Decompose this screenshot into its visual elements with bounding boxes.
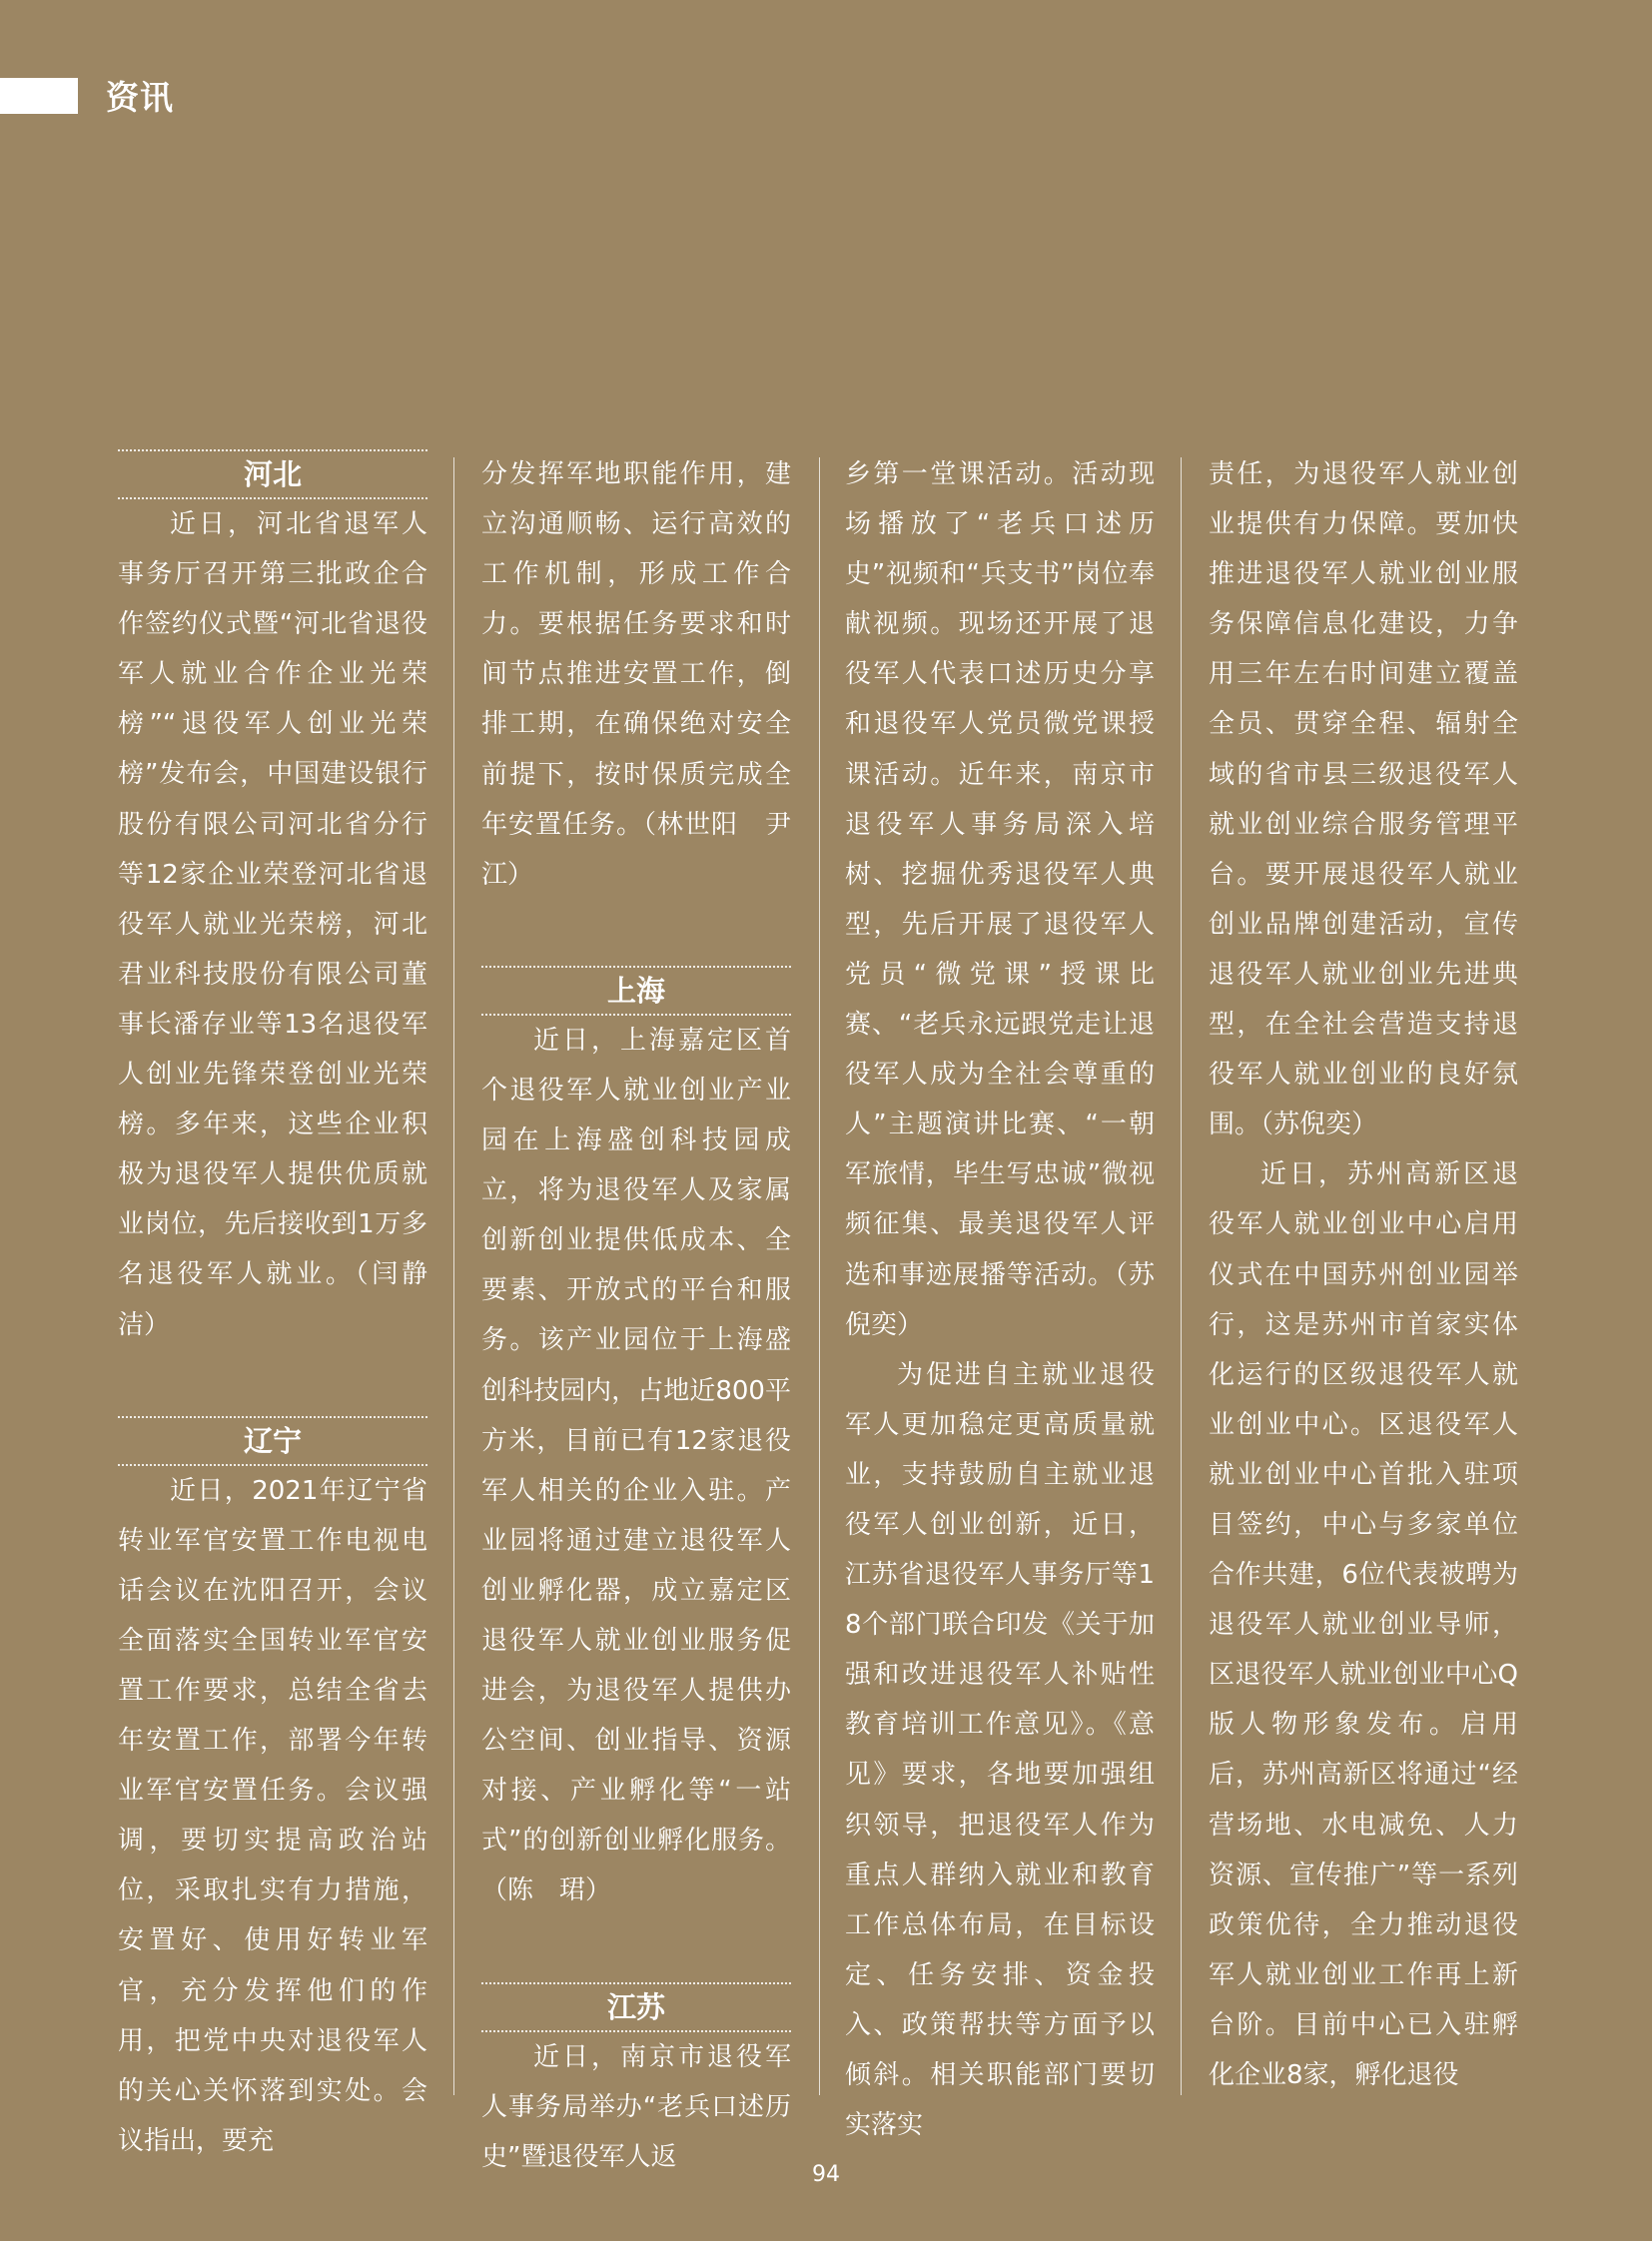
section-heading-hebei: 河北 xyxy=(118,449,427,499)
section-heading-jiangsu: 江苏 xyxy=(481,1982,791,2032)
article-column-1 xyxy=(118,449,427,2166)
column-divider xyxy=(453,457,454,2095)
section-heading-shanghai: 上海 xyxy=(481,966,791,1016)
section-label: 资讯 xyxy=(106,78,174,117)
column-divider xyxy=(1181,457,1182,2095)
article-column-2 xyxy=(481,449,818,2182)
article-column-4 xyxy=(1209,449,1518,2100)
article-paragraph-liaoning-cont: 分发挥军地职能作用，建立沟通顺畅、运行高效的工作机制，形成工作合力。要根据任务要求和时间节点推进安置工作，倒排工期，在确保绝对安全前提下，按时保质完成全年安置任务。（林世阳 尹 江） xyxy=(481,459,818,890)
section-heading-liaoning: 辽宁 xyxy=(118,1416,427,1466)
article-paragraph-jiangsu-cont-2: 责任，为退役军人就业创业提供有力保障。要加快推进退役军人就业创业服务保障信息化建设，力争用三年左右时间建立覆盖全员、贯穿全程、辐射全域的省市县三级退役军人就业创业综合服务管理平台。要开展退役军人就业创业品牌创建活动，宣传退役军人就业创业先进典型，在全社会营造支持退役军人就业创业的良好氛围。（苏倪奕） xyxy=(1209,459,1518,1140)
article-paragraph-jiangsu-3: 近日，苏州高新区退役军人就业创业中心启用仪式在中国苏州创业园举行，这是苏州市首家实体化运行的区级退役军人就业创业中心。区退役军人就业创业中心首批入驻项目签约，中心与多家单位合作共建，6位代表被聘为退役军人就业创业导师，区退役军人就业创业中心Q版人物形象发布。启用后，苏州高新区将通过“经营场地、水电减免、人力资源、宣传推广”等一系列政策优待，全力推动退役军人就业创业工作再上新台阶。目前中心已入驻孵化企业8家，孵化退役 xyxy=(1209,1159,1518,2090)
article-paragraph-liaoning: 近日，2021年辽宁省转业军官安置工作电视电话会议在沈阳召开，会议全面落实全国转业军官安置工作要求，总结全省去年安置工作，部署今年转业军官安置任务。会议强调，要切实提高政治站位，采取扎实有力措施，安置好、使用好转业军官，充分发挥他们的作用，把党中央对退役军人的关心关怀落到实处。会议指出，要充 xyxy=(118,1475,427,2156)
article-paragraph-hebei: 近日，河北省退军人事务厅召开第三批政企合作签约仪式暨“河北省退役军人就业合作企业光荣榜”“退役军人创业光荣榜”发布会，中国建设银行股份有限公司河北省分行等12家企业荣登河北省退役军人就业光荣榜，河北君业科技股份有限公司董事长潘存业等13名退役军人创业先锋荣登创业光荣榜。多年来，这些企业积极为退役军人提供优质就业岗位，先后接收到1万多名退役军人就业。（闫静洁） xyxy=(118,509,427,1340)
article-paragraph-jiangsu: 近日，南京市退役军人事务局举办“老兵口述历史”暨退役军人返 xyxy=(481,2041,791,2172)
page-number: 94 xyxy=(812,2162,840,2187)
article-column-3 xyxy=(845,449,1155,2150)
column-divider xyxy=(819,457,820,2095)
article-paragraph-jiangsu-2: 为促进自主就业退役军人更加稳定更高质量就业，支持鼓励自主就业退役军人创业创新，近日，江苏省退役军人事务厅等18个部门联合印发《关于加强和改进退役军人补贴性教育培训工作意见》。《意见》要求，各地要加强组织领导，把退役军人作为重点人群纳入就业和教育工作总体布局，在目标设定、任务安排、资金投入、政策帮扶等方面予以倾斜。相关职能部门要切实落实 xyxy=(845,1359,1155,2141)
article-paragraph-shanghai: 近日，上海嘉定区首个退役军人就业创业产业园在上海盛创科技园成立，将为退役军人及家属创新创业提供低成本、全要素、开放式的平台和服务。该产业园位于上海盛创科技园内，占地近800平方米，目前已有12家退役军人相关的企业入驻。产业园将通过建立退役军人创业孵化器，成立嘉定区退役军人就业创业服务促进会，为退役军人提供办公空间、创业指导、资源对接、产业孵化等“一站式”的创新创业孵化服务。（陈 珺） xyxy=(481,1025,791,1906)
section-marker-bar xyxy=(0,78,78,114)
article-paragraph-jiangsu-cont: 乡第一堂课活动。活动现场播放了“老兵口述历史”视频和“兵支书”岗位奉献视频。现场还开展了退役军人代表口述历史分享和退役军人党员微党课授课活动。近年来，南京市退役军人事务局深入培树、挖掘优秀退役军人典型，先后开展了退役军人党员“微党课”授课比赛、“老兵永远跟党走让退役军人成为全社会尊重的人”主题演讲比赛、“一朝军旅情，毕生写忠诚”微视频征集、最美退役军人评选和事迹展播等活动。（苏倪奕） xyxy=(845,459,1155,1340)
